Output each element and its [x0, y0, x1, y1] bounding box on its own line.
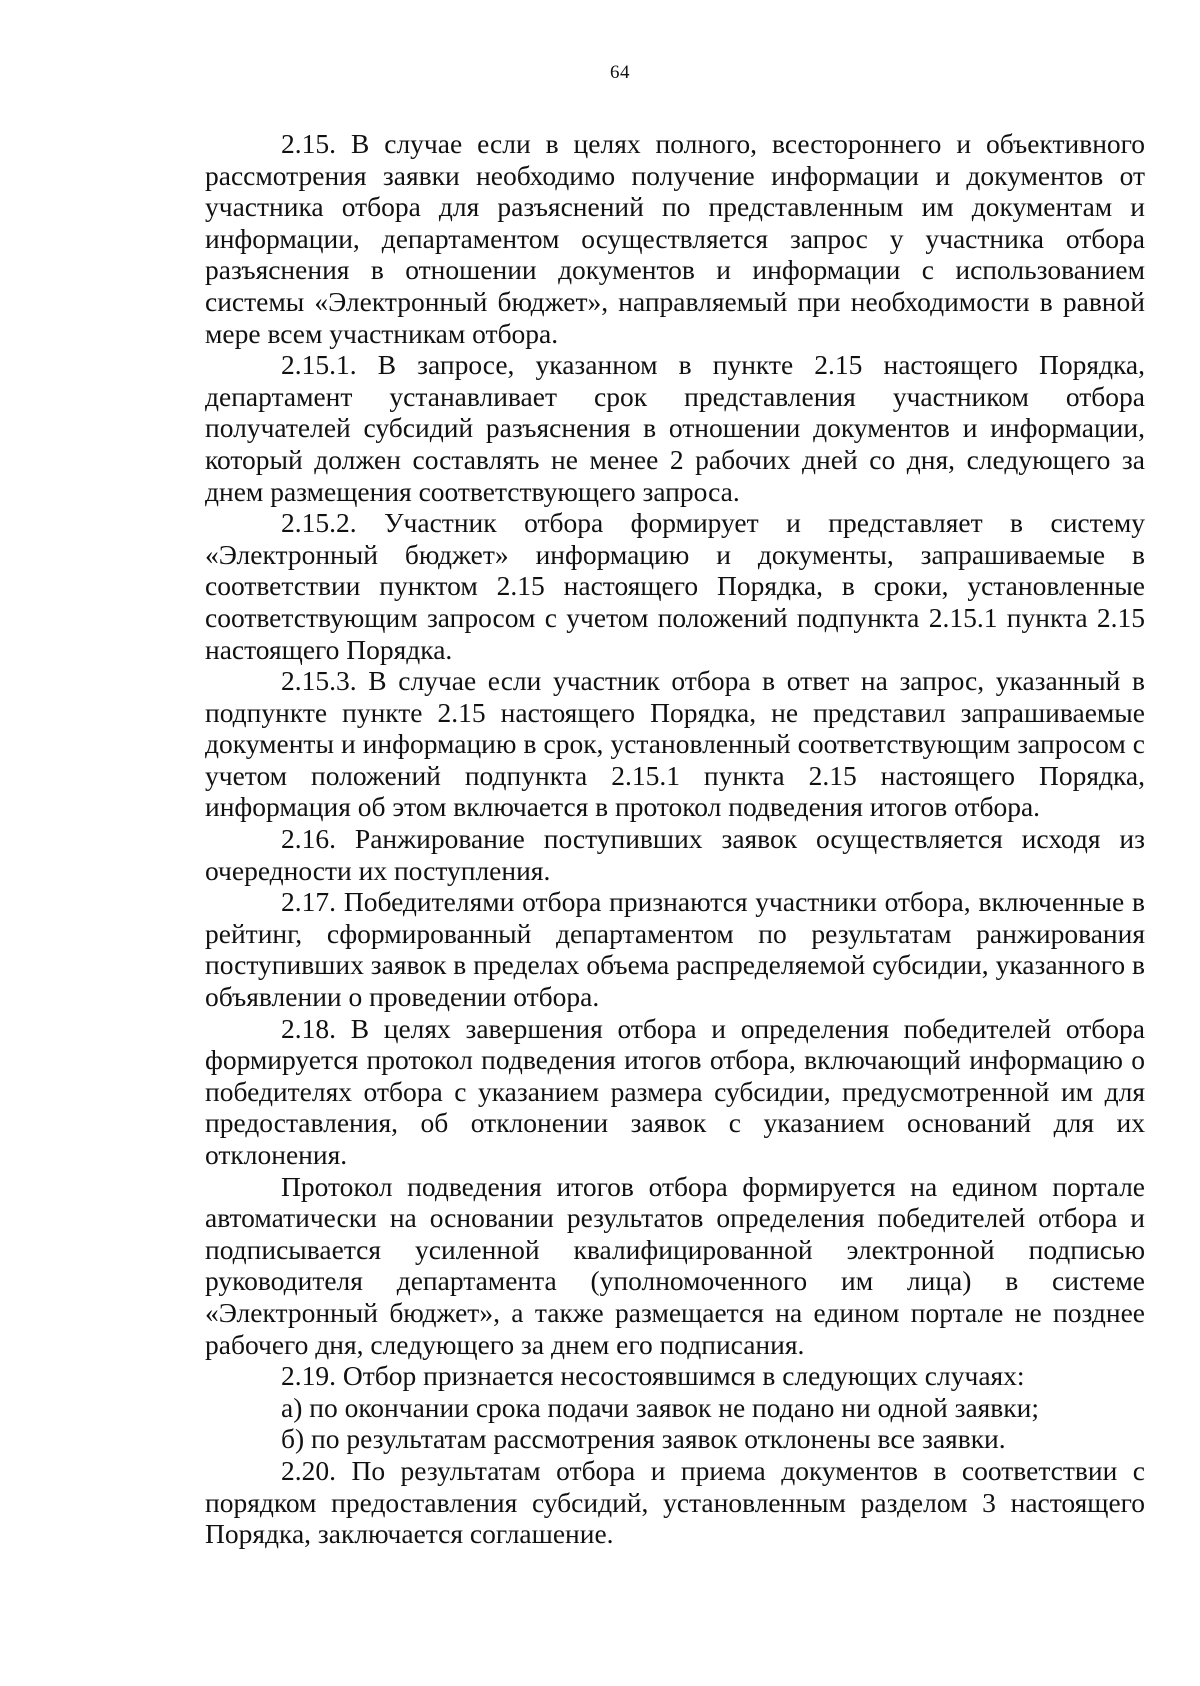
paragraph-2-16: 2.16. Ранжирование поступивших заявок осуществляется исходя из очередности их поступления.: [205, 823, 1145, 886]
paragraph-2-17: 2.17. Победителями отбора признаются участники отбора, включенные в рейтинг, сформированный департаментом по результатам ранжирования поступивших заявок в пределах объема распределяемой субсидии, указанного в объявлении о проведении отбора.: [205, 886, 1145, 1013]
paragraph-protocol: Протокол подведения итогов отбора формируется на едином портале автоматически на основании результатов определения победителей отбора и подписывается усиленной квалифицированной электронной подписью руководителя департамента (уполномоченного им лица) в системе «Электронный бюджет», а также размещается на едином портале не позднее рабочего дня, следующего за днем его подписания.: [205, 1170, 1145, 1360]
paragraph-2-15-1: 2.15.1. В запросе, указанном в пункте 2.15 настоящего Порядка, департамент устанавливает срок представления участником отбора получателей субсидий разъяснения в отношении документов и информации, который должен составлять не менее 2 рабочих дней со дня, следующего за днем размещения соответствующего запроса.: [205, 349, 1145, 507]
paragraph-2-15: 2.15. В случае если в целях полного, всестороннего и объективного рассмотрения заявки необходимо получение информации и документов от участника отбора для разъяснений по представленным им документам и информации, департаментом осуществляется запрос у участника отбора разъяснения в отношении документов и информации с использованием системы «Электронный бюджет», направляемый при необходимости в равной мере всем участникам отбора.: [205, 128, 1145, 349]
list-item-b: б) по результатам рассмотрения заявок отклонены все заявки.: [281, 1423, 1006, 1455]
paragraph-2-15-2: 2.15.2. Участник отбора формирует и представляет в систему «Электронный бюджет» информацию и документы, запрашиваемые в соответствии пунктом 2.15 настоящего Порядка, в сроки, установленные соответствующим запросом с учетом положений подпункта 2.15.1 пункта 2.15 настоящего Порядка.: [205, 507, 1145, 665]
list-item-a: а) по окончании срока подачи заявок не подано ни одной заявки;: [281, 1391, 1039, 1423]
paragraph-2-18: 2.18. В целях завершения отбора и определения победителей отбора формируется протокол подведения итогов отбора, включающий информацию о победителях отбора с указанием размера субсидии, предусмотренной им для предоставления, об отклонении заявок с указанием оснований для их отклонения.: [205, 1012, 1145, 1170]
page-number: 64: [610, 62, 630, 83]
paragraph-2-19: 2.19. Отбор признается несостоявшимся в следующих случаях:: [281, 1360, 1025, 1392]
paragraph-2-20: 2.20. По результатам отбора и приема документов в соответствии с порядком предоставления субсидий, установленным разделом 3 настоящего Порядка, заключается соглашение.: [205, 1454, 1145, 1550]
paragraph-2-15-3: 2.15.3. В случае если участник отбора в ответ на запрос, указанный в подпункте пункте 2.15 настоящего Порядка, не представил запрашиваемые документы и информацию в срок, установленный соответствующим запросом с учетом положений подпункта 2.15.1 пункта 2.15 настоящего Порядка, информация об этом включается в протокол подведения итогов отбора.: [205, 665, 1145, 823]
document-body: [205, 128, 1145, 1550]
